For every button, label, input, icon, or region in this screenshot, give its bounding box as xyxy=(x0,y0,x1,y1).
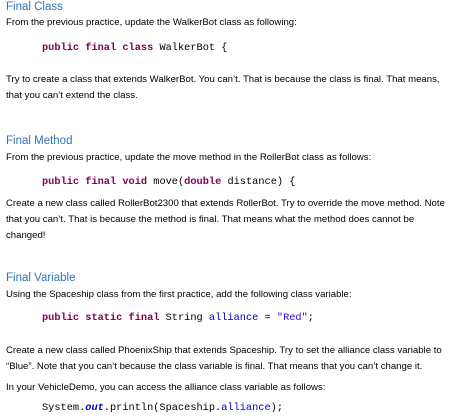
code-keyword: final xyxy=(85,176,117,188)
final-class-body-line-1: Try to create a class that extends WalkerBot. You can’t. That is because the class is final. That means, xyxy=(6,74,440,85)
code-text: ; xyxy=(307,312,314,324)
final-method-intro: From the previous practice, update the move method in the RollerBot class as follows: xyxy=(6,152,372,163)
code-field: out xyxy=(85,402,104,414)
code-string: "Red" xyxy=(276,312,308,324)
final-method-body-line-1: Create a new class called RollerBot2300 that extends RollerBot. Try to override the move method. Note xyxy=(6,198,445,209)
final-variable-intro: Using the Spaceship class from the first practice, add the following class variable: xyxy=(6,289,352,300)
final-variable-code xyxy=(42,312,314,324)
code-keyword: public xyxy=(42,42,80,54)
section-heading-final-variable: Final Variable xyxy=(6,272,76,284)
final-variable-body-line-1: Create a new class called PhoenixShip that extends Spaceship. Try to set the alliance class variable to xyxy=(6,345,442,356)
code-operator: = xyxy=(264,312,271,324)
section-heading-final-class: Final Class xyxy=(6,1,63,13)
code-keyword: final xyxy=(128,312,160,324)
code-keyword: static xyxy=(85,312,123,324)
final-method-code xyxy=(42,176,295,188)
code-text: distance) { xyxy=(227,176,296,188)
code-field: alliance xyxy=(221,402,271,414)
final-class-intro: From the previous practice, update the WalkerBot class as following: xyxy=(6,17,297,28)
final-method-body-line-3: changed! xyxy=(6,230,46,241)
code-keyword: class xyxy=(122,42,154,54)
vehicle-demo-intro: In your VehicleDemo, you can access the alliance class variable as follows: xyxy=(6,382,326,393)
final-class-body-line-2: that you can’t extend the class. xyxy=(6,90,138,101)
final-class-code xyxy=(42,42,227,54)
code-text: .println(Spaceship. xyxy=(103,402,222,414)
code-text: move( xyxy=(153,176,185,188)
section-heading-final-method: Final Method xyxy=(6,135,73,147)
code-text: ); xyxy=(270,402,284,414)
code-field: alliance xyxy=(208,312,259,324)
code-text: WalkerBot { xyxy=(159,42,228,54)
code-text: System. xyxy=(42,402,86,414)
code-type: String xyxy=(165,312,203,324)
code-keyword: double xyxy=(184,176,222,188)
vehicle-demo-code xyxy=(42,402,283,414)
code-keyword: void xyxy=(122,176,148,188)
code-keyword: final xyxy=(85,42,117,54)
code-keyword: public xyxy=(42,176,80,188)
final-method-body-line-2: that you can’t. That is because the method is final. That means what the method does cannot be xyxy=(6,214,415,225)
final-variable-body-line-2: “Blue”. Note that you can’t because the class variable is final. That means that you can’t change it. xyxy=(6,361,423,372)
code-keyword: public xyxy=(42,312,80,324)
